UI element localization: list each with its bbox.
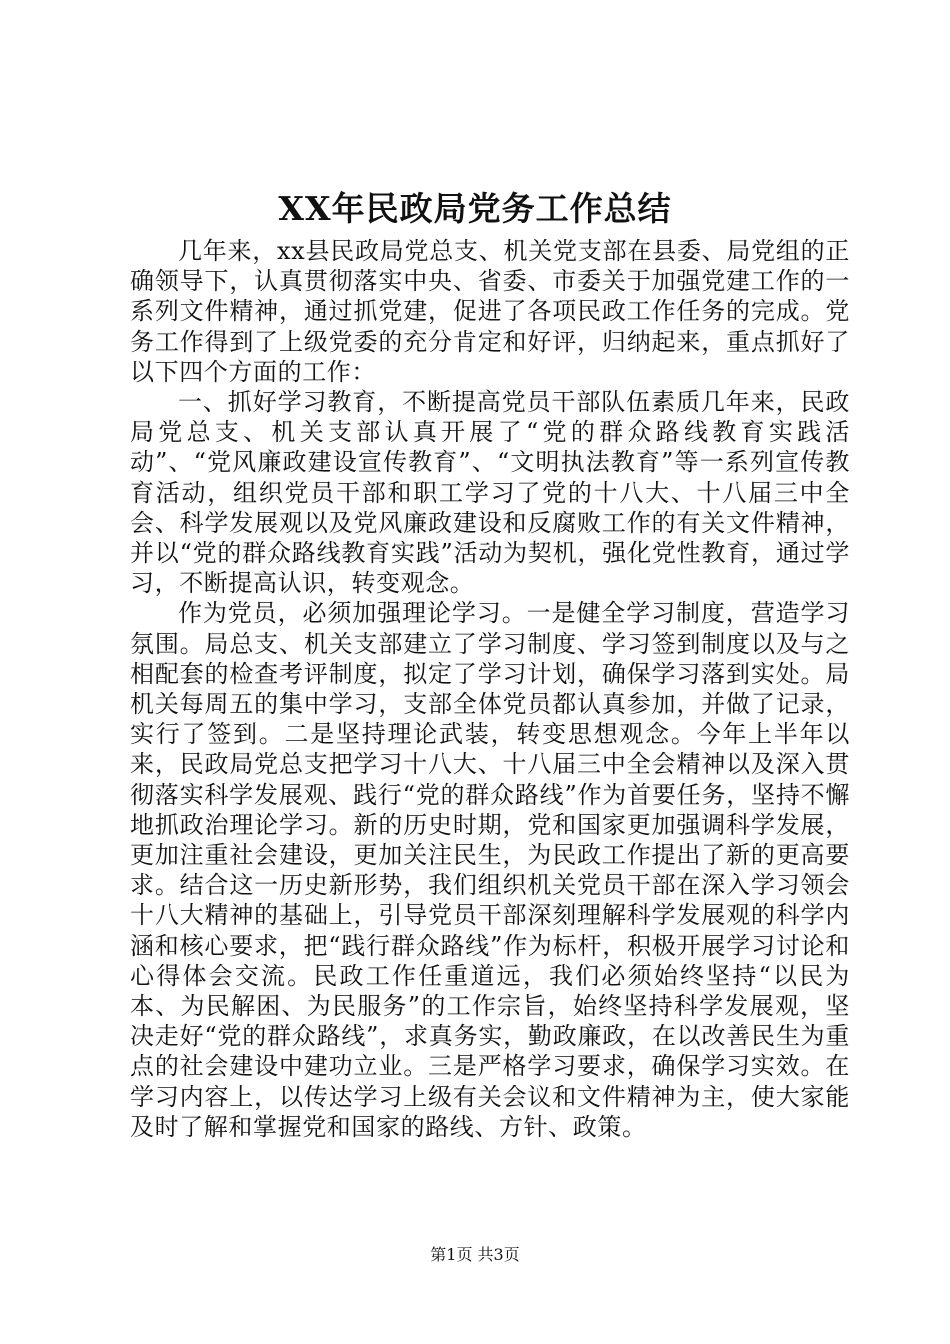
paragraph-intro: 几年来，xx县民政局党总支、机关党支部在县委、局党组的正确领导下，认真贯彻落实中央、省委、市委关于加强党建工作的一系列文件精神，通过抓党建，促进了各项民政工作任务的完成。党务工作得到了上级党委的充分肯定和好评，归纳起来，重点抓好了以下四个方面的工作： xyxy=(130,237,850,386)
paragraph-theory-study: 作为党员，必须加强理论学习。一是健全学习制度，营造学习氛围。局总支、机关支部建立了学习制度、学习签到制度以及与之相配套的检查考评制度，拟定了学习计划，确保学习落到实处。局机关每周五的集中学习，支部全体党员都认真参加，并做了记录，实行了签到。二是坚持理论武装，转变思想观念。今年上半年以来，民政局党总支把学习十八大、十八届三中全会精神以及深入贯彻落实科学发展观、践行“党的群众路线”作为首要任务，坚持不懈地抓政治理论学习。新的历史时期，党和国家更加强调科学发展，更加注重社会建设，更加关注民生，为民政工作提出了新的更高要求。结合这一历史新形势，我们组织机关党员干部在深入学习领会十八大精神的基础上，引导党员干部深刻理解科学发展观的科学内涵和核心要求，把“践行群众路线”作为标杆，积极开展学习讨论和心得体会交流。民政工作任重道远，我们必须始终坚持“以民为本、为民解困、为民服务”的工作宗旨，始终坚持科学发展观，坚决走好“党的群众路线”，求真务实，勤政廉政，在以改善民生为重点的社会建设中建功立业。三是严格学习要求，确保学习实效。在学习内容上，以传达学习上级有关会议和文件精神为主，使大家能及时了解和掌握党和国家的路线、方针、政策。 xyxy=(130,599,850,1141)
document-body xyxy=(130,236,850,1142)
paragraph-section-one: 一、抓好学习教育，不断提高党员干部队伍素质几年来，民政局党总支、机关支部认真开展了“党的群众路线教育实践活动”、“党风廉政建设宣传教育”、“文明执法教育”等一系列宣传教育活动，组织党员干部和职工学习了党的十八大、十八届三中全会、科学发展观以及党风廉政建设和反腐败工作的有关文件精神，并以“党的群众路线教育实践”活动为契机，强化党性教育，通过学习，不断提高认识，转变观念。 xyxy=(130,388,850,598)
document-title: XX年民政局党务工作总结 xyxy=(278,189,672,228)
page-footer: 第1页 共3页 xyxy=(430,1245,520,1264)
